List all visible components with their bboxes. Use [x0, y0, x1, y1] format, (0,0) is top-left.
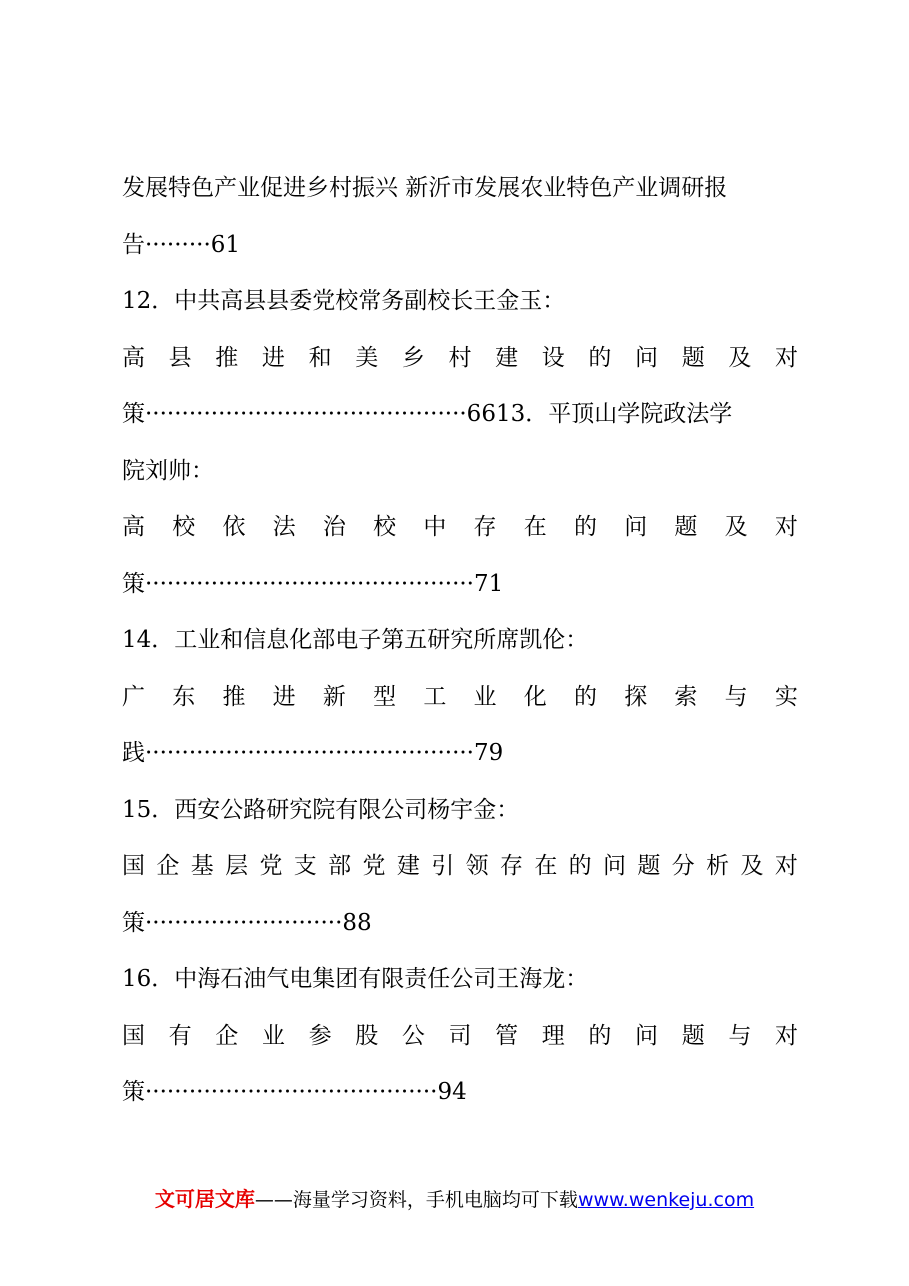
toc-line-3: 12．中共高县县委党校常务副校长王金玉： [122, 288, 566, 314]
char: 乡 [401, 344, 425, 371]
char: 支 [293, 853, 317, 879]
footer-tagline: ——海量学习资料，手机电脑均可下载 [254, 1189, 578, 1211]
char: 对 [774, 1022, 798, 1049]
char: 析 [706, 853, 730, 879]
char: 化 [523, 683, 547, 710]
char: 东 [172, 683, 196, 710]
char: 依 [222, 514, 246, 540]
toc-line-4 [122, 330, 798, 387]
char: 索 [674, 683, 698, 710]
char: 探 [624, 683, 648, 710]
char: 校 [373, 514, 397, 540]
char: 校 [172, 514, 196, 540]
toc-line-8: 策·············································71 [122, 570, 504, 597]
char: 题 [681, 344, 705, 371]
char: 问 [635, 1022, 659, 1049]
char: 层 [225, 853, 249, 879]
char: 高 [122, 344, 145, 371]
char: 美 [355, 344, 379, 371]
char: 部 [328, 853, 352, 879]
char: 公 [401, 1022, 425, 1049]
char: 及 [724, 514, 748, 540]
char: 中 [423, 514, 447, 540]
footer-link[interactable]: www.wenkeju.com [577, 1189, 755, 1211]
char: 型 [373, 683, 397, 710]
toc-line-6: 院刘帅： [122, 457, 214, 484]
char: 新 [322, 683, 346, 710]
char: 高 [122, 514, 145, 540]
char: 与 [728, 1022, 752, 1049]
char: 进 [272, 683, 296, 710]
char: 村 [448, 344, 472, 371]
char: 业 [261, 1022, 285, 1049]
char: 国 [122, 853, 145, 879]
toc-line-11: 践·············································79 [122, 740, 504, 766]
char: 和 [308, 344, 332, 371]
char: 在 [534, 853, 558, 879]
char: 引 [431, 853, 455, 879]
char: 对 [774, 853, 798, 879]
toc-line-14: 策···························88 [122, 909, 372, 936]
char: 的 [573, 514, 597, 540]
char: 建 [396, 853, 420, 879]
toc-line-5: 策············································6613．平顶山学院政法学 [122, 401, 733, 427]
toc-line-17: 策········································94 [122, 1079, 467, 1105]
char: 进 [261, 344, 285, 371]
char: 工 [423, 683, 447, 710]
char: 题 [674, 514, 698, 540]
char: 股 [355, 1022, 379, 1049]
char: 司 [448, 1022, 472, 1049]
char: 广 [122, 683, 145, 710]
char: 存 [499, 853, 523, 879]
char: 分 [671, 853, 695, 879]
char: 对 [774, 344, 798, 371]
char: 在 [523, 514, 547, 540]
char: 党 [362, 853, 386, 879]
char: 参 [308, 1022, 332, 1049]
char: 基 [190, 853, 214, 879]
toc-line-9: 14．工业和信息化部电子第五研究所席凯伦： [122, 627, 589, 653]
char: 问 [603, 853, 627, 879]
toc-line-7 [122, 499, 798, 556]
char: 管 [495, 1022, 519, 1049]
toc-line-12: 15．西安公路研究院有限公司杨宇金： [122, 796, 520, 823]
toc-line-1: 发展特色产业促进乡村振兴 新沂市发展农业特色产业调研报 [122, 175, 728, 201]
footer-banner [0, 1183, 909, 1212]
char: 推 [222, 683, 246, 710]
char: 问 [635, 344, 659, 371]
char: 的 [568, 853, 592, 879]
char: 与 [724, 683, 748, 710]
char: 及 [728, 344, 752, 371]
char: 企 [215, 1022, 239, 1049]
char: 及 [740, 853, 764, 879]
char: 的 [588, 344, 612, 371]
toc-line-10 [122, 669, 798, 726]
char: 党 [259, 853, 283, 879]
char: 题 [637, 853, 661, 879]
char: 的 [588, 1022, 612, 1049]
char: 设 [541, 344, 565, 371]
char: 的 [573, 683, 597, 710]
toc-line-16 [122, 1008, 798, 1065]
char: 领 [465, 853, 489, 879]
toc-line-13 [122, 838, 798, 895]
char: 理 [541, 1022, 565, 1049]
char: 国 [122, 1022, 145, 1049]
footer-brand: 文可居文库 [154, 1187, 255, 1211]
char: 存 [473, 514, 497, 540]
char: 对 [774, 514, 798, 540]
toc-line-2: 告·········61 [122, 231, 241, 258]
char: 问 [624, 514, 648, 540]
char: 推 [215, 344, 239, 371]
char: 业 [473, 683, 497, 710]
char: 企 [156, 853, 180, 879]
char: 实 [774, 683, 798, 710]
char: 县 [168, 344, 192, 371]
char: 治 [322, 514, 346, 540]
char: 题 [681, 1022, 705, 1049]
char: 建 [495, 344, 519, 371]
toc-line-15: 16．中海石油气电集团有限责任公司王海龙： [122, 966, 589, 992]
char: 有 [168, 1022, 192, 1049]
document-body [122, 160, 798, 1121]
char: 法 [272, 514, 296, 540]
